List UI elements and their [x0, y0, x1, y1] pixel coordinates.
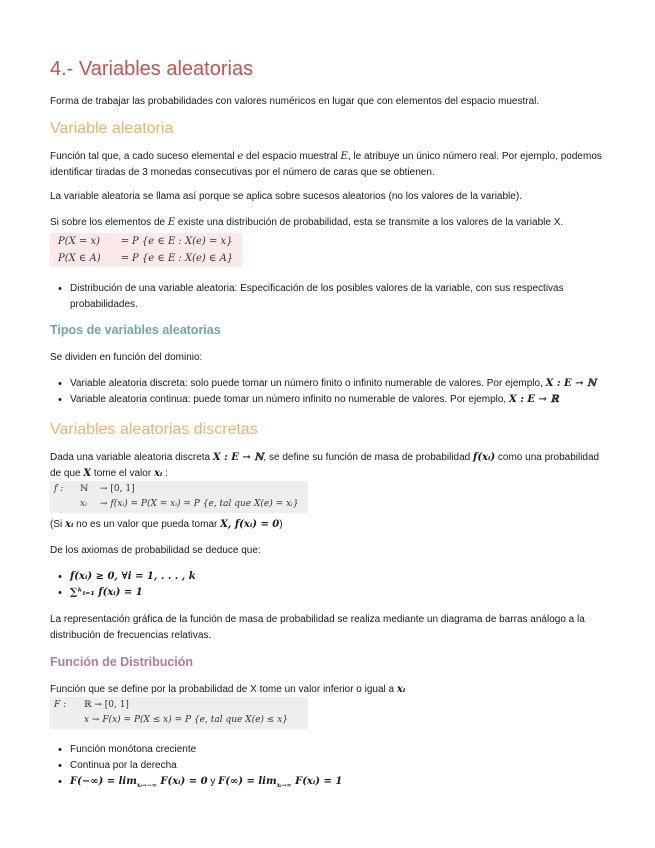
text: del espacio muestral: [243, 151, 341, 162]
list-tipos: [70, 376, 605, 408]
paragraph-distribution: [50, 215, 605, 231]
text: Si sobre los elementos de: [50, 217, 168, 228]
equation-box-distribucion: [50, 697, 308, 729]
box-domain: ℕ: [80, 484, 89, 494]
paragraph-tipos-intro: Se dividen en función del dominio:: [50, 352, 203, 363]
box-f: f :: [54, 484, 64, 494]
text: Dada una variable aleatoria discreta: [50, 452, 213, 463]
paragraph-note: [50, 517, 605, 533]
box-codomain: → [0, 1]: [100, 484, 135, 494]
equation-box-probability: [50, 233, 242, 267]
equation-box-masa: [50, 481, 308, 513]
math-continua: X : E → ℝ: [508, 394, 559, 405]
math-E: E: [167, 217, 176, 228]
paragraph-axioms: De los axiomas de probabilidad se deduce que:: [50, 545, 261, 556]
math: xᵢ: [65, 519, 74, 530]
text: Variable aleatoria discreta: solo puede tomar un número finito o infinito numerable de valores. Por ejemplo,: [70, 378, 546, 389]
eq1-left: P(X = x): [58, 236, 101, 247]
eq2-sign: =: [120, 253, 130, 264]
text: , se define su función de masa de probabilidad: [263, 452, 474, 463]
math: F(−∞) = lim: [70, 776, 137, 787]
eq1-right: P {e ∈ E : X(e) = x}: [132, 236, 233, 247]
text: como una probabilidad de que: [50, 452, 600, 479]
math-discreta: X : E → ℕ: [545, 378, 597, 389]
math-sub: xᵢ→∞: [276, 782, 292, 789]
heading-funcion-distribucion: Función de Distribución: [50, 655, 194, 669]
box-row-2: [54, 497, 304, 512]
heading-variable-aleatoria: Variable aleatoria: [50, 120, 174, 137]
box-xi: xᵢ: [80, 499, 87, 509]
paragraph-graph: La representación gráfica de la función de masa de probabilidad se realiza mediante un diagrama de barras análogo a la distribución de frecuencias relativas.: [50, 614, 585, 641]
eq1-sign: =: [120, 236, 130, 247]
intro-paragraph: Forma de trabajar las probabilidades con valores numéricos en lugar que con elementos del espacio muestral.: [50, 96, 540, 107]
math: X : E → ℕ: [212, 452, 264, 463]
eq2-left: P(X ∈ A): [58, 253, 101, 264]
paragraph-masa: [50, 450, 605, 482]
list-properties: [70, 742, 605, 794]
math: xᵢ: [396, 684, 406, 695]
math: f(xᵢ): [473, 452, 496, 463]
text: Variable aleatoria continua: puede tomar un número infinito no numerable de valores. Por ejemplo,: [70, 394, 509, 405]
paragraph-definition: [50, 149, 605, 181]
text: no es un valor que pueda tomar: [73, 519, 221, 530]
eq2-right: P {e ∈ E : X(e) ∈ A}: [132, 253, 234, 264]
math-axiom-2: ∑ᵏᵢ₌₁ f(xᵢ) = 1: [70, 587, 143, 598]
math: X, f(xᵢ) = 0: [220, 519, 280, 530]
list-item: [70, 376, 605, 392]
text: existe una distribución de probabilidad, esta se transmite a los valores de la variable X.: [175, 217, 564, 228]
text: , le atribuye un único número real. Por ejemplo, podemos identificar tiradas de 3 monedas consecutivas por el número de caras que se obtienen.: [50, 151, 602, 178]
box-domain: ℝ → [0, 1]: [84, 700, 129, 710]
heading-discretas: Variables aleatorias discretas: [50, 421, 258, 438]
text: (Si: [50, 519, 65, 530]
page-title: 4.- Variables aleatorias: [50, 58, 254, 80]
math: X: [83, 468, 92, 479]
text: Función que se define por la probabilidad de X tome un valor inferior o igual a: [50, 684, 397, 695]
box-row-1: [54, 698, 304, 713]
math: F(xᵢ) = 0: [156, 776, 208, 787]
list-item: [70, 392, 605, 408]
math-axiom-1: f(xᵢ) ≥ 0, ∀i = 1, . . . , k: [70, 571, 196, 582]
math-sub: xᵢ→−∞: [136, 782, 157, 789]
text: ): [279, 519, 283, 530]
list-item: [70, 585, 605, 601]
text: Función tal que, a cado suceso elemental: [50, 151, 238, 162]
box-mapping: → f(xᵢ) = P(X = xᵢ) = P {e, tal que X(e) = xᵢ}: [100, 499, 299, 509]
text: :: [162, 468, 168, 479]
list-item: • Función monótona creciente: [70, 742, 605, 758]
paragraph-distribucion: [50, 682, 605, 698]
math: F(∞) = lim: [218, 776, 277, 787]
equation-row-1: [58, 233, 234, 250]
math: F(xᵢ) = 1: [291, 776, 343, 787]
list-item: • Continua por la derecha: [70, 758, 605, 774]
box-row-1: [54, 482, 304, 497]
math: xᵢ: [153, 468, 163, 479]
text: y: [207, 776, 219, 787]
math-e: e: [237, 151, 244, 162]
list-distribution: [70, 281, 605, 313]
paragraph-naming: La variable aleatoria se llama así porque se aplica sobre sucesos aleatorios (no los valores de la variable).: [50, 191, 522, 202]
math-E: E: [340, 151, 348, 162]
list-item: • Distribución de una variable aleatoria: Especificación de los posibles valores de la variable, con sus respectivas probabilidades.: [70, 281, 605, 313]
list-item: [70, 774, 605, 794]
list-axioms: [70, 569, 605, 601]
equation-row-2: [58, 250, 234, 267]
box-row-2: [54, 713, 304, 728]
heading-tipos: Tipos de variables aleatorias: [50, 323, 221, 337]
box-F: F :: [54, 700, 67, 710]
list-item: [70, 569, 605, 585]
text: tome el valor: [91, 468, 154, 479]
box-mapping: x → F(x) = P(X ≤ x) = P {e, tal que X(e) ≤ x}: [84, 715, 289, 725]
